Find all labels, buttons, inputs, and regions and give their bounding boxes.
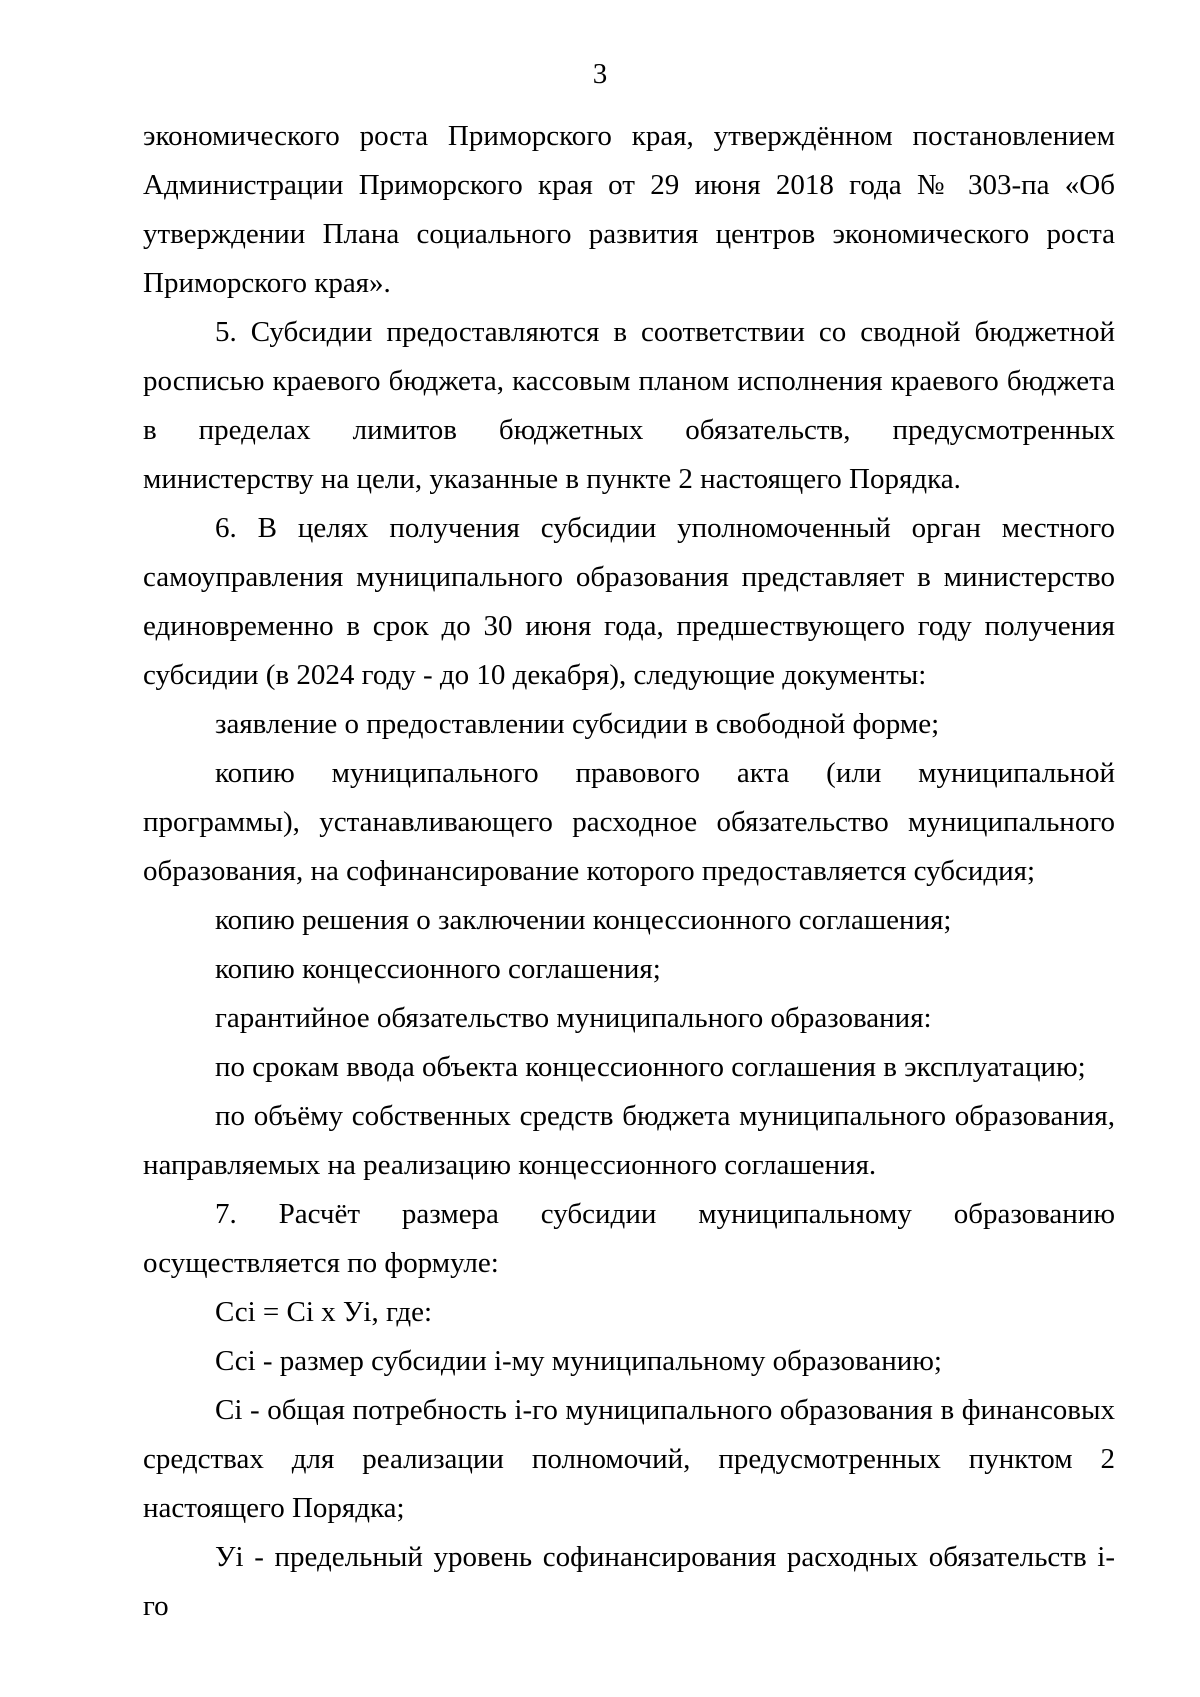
list-item-legal-act-copy: копию муниципального правового акта (или муниципальной программы), устанавливающего расходное обязательство муниципального образования, на софинансирование которого предоставляется субсидия; xyxy=(143,757,1115,887)
document-body xyxy=(143,112,1115,1631)
list-item-concession-agreement-copy: копию концессионного соглашения; xyxy=(215,953,661,985)
list-item-application: заявление о предоставлении субсидии в свободной форме; xyxy=(215,708,940,740)
formula-definition-ui: Уі - предельный уровень софинансирования расходных обязательств і-го xyxy=(143,1541,1115,1622)
list-item-own-funds-volume: по объёму собственных средств бюджета муниципального образования, направляемых на реализацию концессионного соглашения. xyxy=(143,1100,1115,1181)
formula: Ссі = Сі х Уі, где: xyxy=(215,1296,433,1328)
list-item-commissioning-terms: по срокам ввода объекта концессионного соглашения в эксплуатацию; xyxy=(215,1051,1086,1083)
paragraph-item-5: 5. Субсидии предоставляются в соответствии со сводной бюджетной росписью краевого бюджета, кассовым планом исполнения краевого бюджета в пределах лимитов бюджетных обязательств, предусмотренных министерству на цели, указанные в пункте 2 настоящего Порядка. xyxy=(143,316,1115,495)
paragraph-continuation: экономического роста Приморского края, утверждённом постановлением Администрации Приморского края от 29 июня 2018 года № 303-па «Об утверждении Плана социального развития центров экономического роста Приморского края». xyxy=(143,120,1115,299)
paragraph-item-6: 6. В целях получения субсидии уполномоченный орган местного самоуправления муниципального образования представляет в министерство единовременно в срок до 30 июня года, предшествующего году получения субсидии (в 2024 году - до 10 декабря), следующие документы: xyxy=(143,512,1115,691)
paragraph-item-7: 7. Расчёт размера субсидии муниципальному образованию осуществляется по формуле: xyxy=(143,1198,1115,1279)
formula-definition-ssi: Ссі - размер субсидии і-му муниципальному образованию; xyxy=(215,1345,942,1377)
list-item-concession-decision-copy: копию решения о заключении концессионного соглашения; xyxy=(215,904,952,936)
list-item-guarantee-obligation: гарантийное обязательство муниципального образования: xyxy=(215,1002,932,1034)
formula-definition-si: Сі - общая потребность і-го муниципального образования в финансовых средствах для реализации полномочий, предусмотренных пунктом 2 настоящего Порядка; xyxy=(143,1394,1115,1524)
page-number: 3 xyxy=(592,58,608,90)
